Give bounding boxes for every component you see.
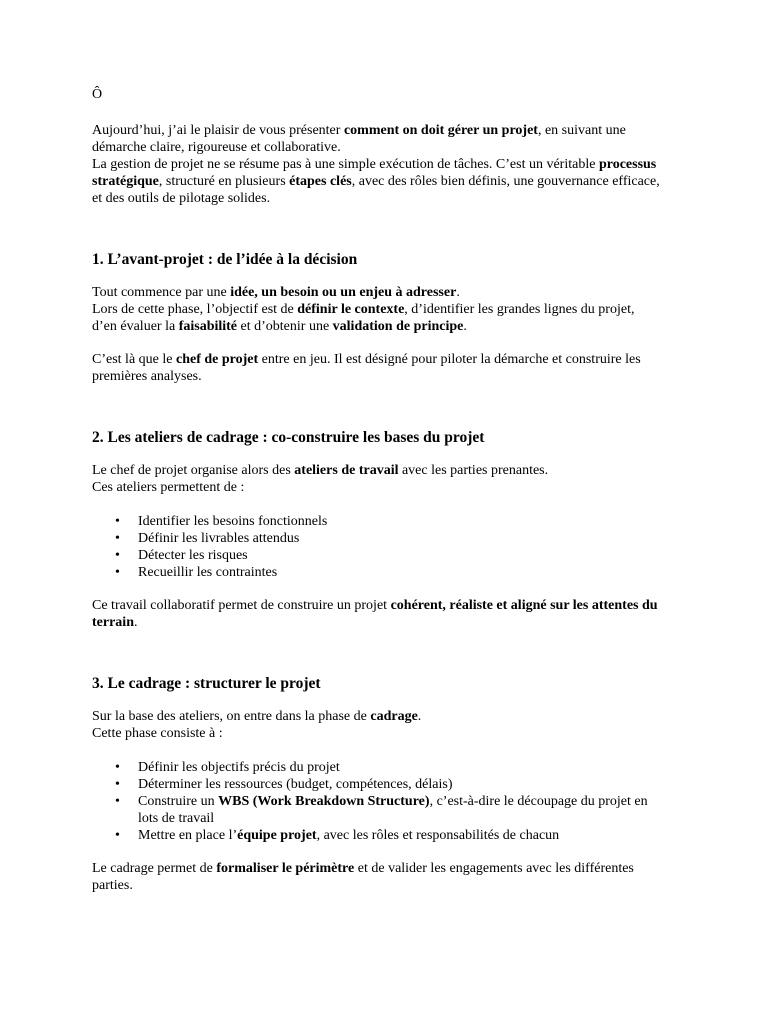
text: . [133,615,138,630]
bold-text: processus stratégique [92,157,657,189]
list-item: • Déterminer les ressources (budget, compétences, délais) [138,776,662,793]
text: Tout commence par une [92,285,231,300]
text: La gestion de projet ne se résume pas à une simple exécution de tâches. C’est un véritable [92,157,599,172]
bold-text: faisabilité [178,319,238,334]
list-item: • Recueillir les contraintes [138,564,662,581]
text: et de valider les engagements avec les différentes parties. [92,861,634,893]
list-item: • Définir les livrables attendus [138,530,662,547]
bold-text: cadrage [370,709,418,724]
bold-text: WBS (Work Breakdown Structure) [218,794,430,809]
bold-text: comment on doit gérer un projet [343,123,538,138]
text: entre en jeu. Il est désigné pour piloter la démarche et construire les premières analyses. [92,352,641,384]
text: , en suivant une démarche claire, rigoureuse et collaborative. [92,123,626,155]
section-2-paragraph-1 [92,462,662,479]
document-page [92,86,662,894]
bold-text: cohérent, réaliste et aligné sur les attentes du terrain [92,598,658,630]
section-3-heading: 3. Le cadrage : structurer le projet [92,675,321,692]
section-3-bullet-list [92,759,662,844]
section-3-paragraph-3 [92,860,662,894]
text: . [456,285,460,300]
text: Aujourd’hui, j’ai le plaisir de vous présenter [92,123,344,138]
text: Mettre en place l’ [138,828,238,843]
bold-text: idée, un besoin ou un enjeu à adresser [230,285,457,300]
text: Sur la base des ateliers, on entre dans la phase de [92,709,371,724]
section-1-paragraph-1 [92,284,662,301]
bold-text: chef de projet [175,352,259,367]
text: . [463,319,467,334]
text: . [417,709,422,724]
text: , avec des rôles bien définis, une gouvernance efficace, et des outils de pilotage solides. [92,174,660,206]
section-1-paragraph-2 [92,301,662,335]
intro-paragraph-1 [92,122,662,156]
bold-text: formaliser le périmètre [216,861,355,876]
bold-text: équipe projet [237,828,317,843]
text: avec les parties prenantes. [398,463,549,478]
list-item: • Définir les objectifs précis du projet [138,759,662,776]
text: , structuré en plusieurs [158,174,290,189]
section-2-heading: 2. Les ateliers de cadrage : co-construire les bases du projet [92,429,485,446]
bold-text: étapes clés [289,174,352,189]
list-item: • Détecter les risques [138,547,662,564]
section-1-paragraph-3 [92,351,662,385]
text: et d’obtenir une [237,319,333,334]
section-3-paragraph-2: Cette phase consiste à : [92,726,223,741]
list-item [138,827,662,844]
section-1-heading: 1. L’avant-projet : de l’idée à la décision [92,251,358,268]
text: , avec les rôles et responsabilités de chacun [316,828,560,843]
section-3-paragraph-1 [92,708,662,725]
bold-text: définir le contexte [297,302,405,317]
section-2-paragraph-2: Ces ateliers permettent de : [92,480,245,495]
text: , c’est-à-dire le découpage du projet en lots de travail [138,794,648,826]
text: Le chef de projet organise alors des [92,463,295,478]
stray-character: Ô [92,87,103,102]
bold-text: validation de principe [332,319,464,334]
text: Construire un [138,794,219,809]
list-item: • Identifier les besoins fonctionnels [138,513,662,530]
intro-paragraph-2 [92,156,662,207]
text: , d’identifier les grandes lignes du projet, d’en évaluer la [92,302,635,334]
text: Le cadrage permet de [92,861,217,876]
list-item [138,793,662,827]
text: Lors de cette phase, l’objectif est de [92,302,298,317]
text: C’est là que le [92,352,176,367]
section-2-paragraph-3 [92,597,662,631]
section-2-bullet-list [92,513,662,581]
text: Ce travail collaboratif permet de construire un projet [92,598,391,613]
bold-text: ateliers de travail [294,463,399,478]
